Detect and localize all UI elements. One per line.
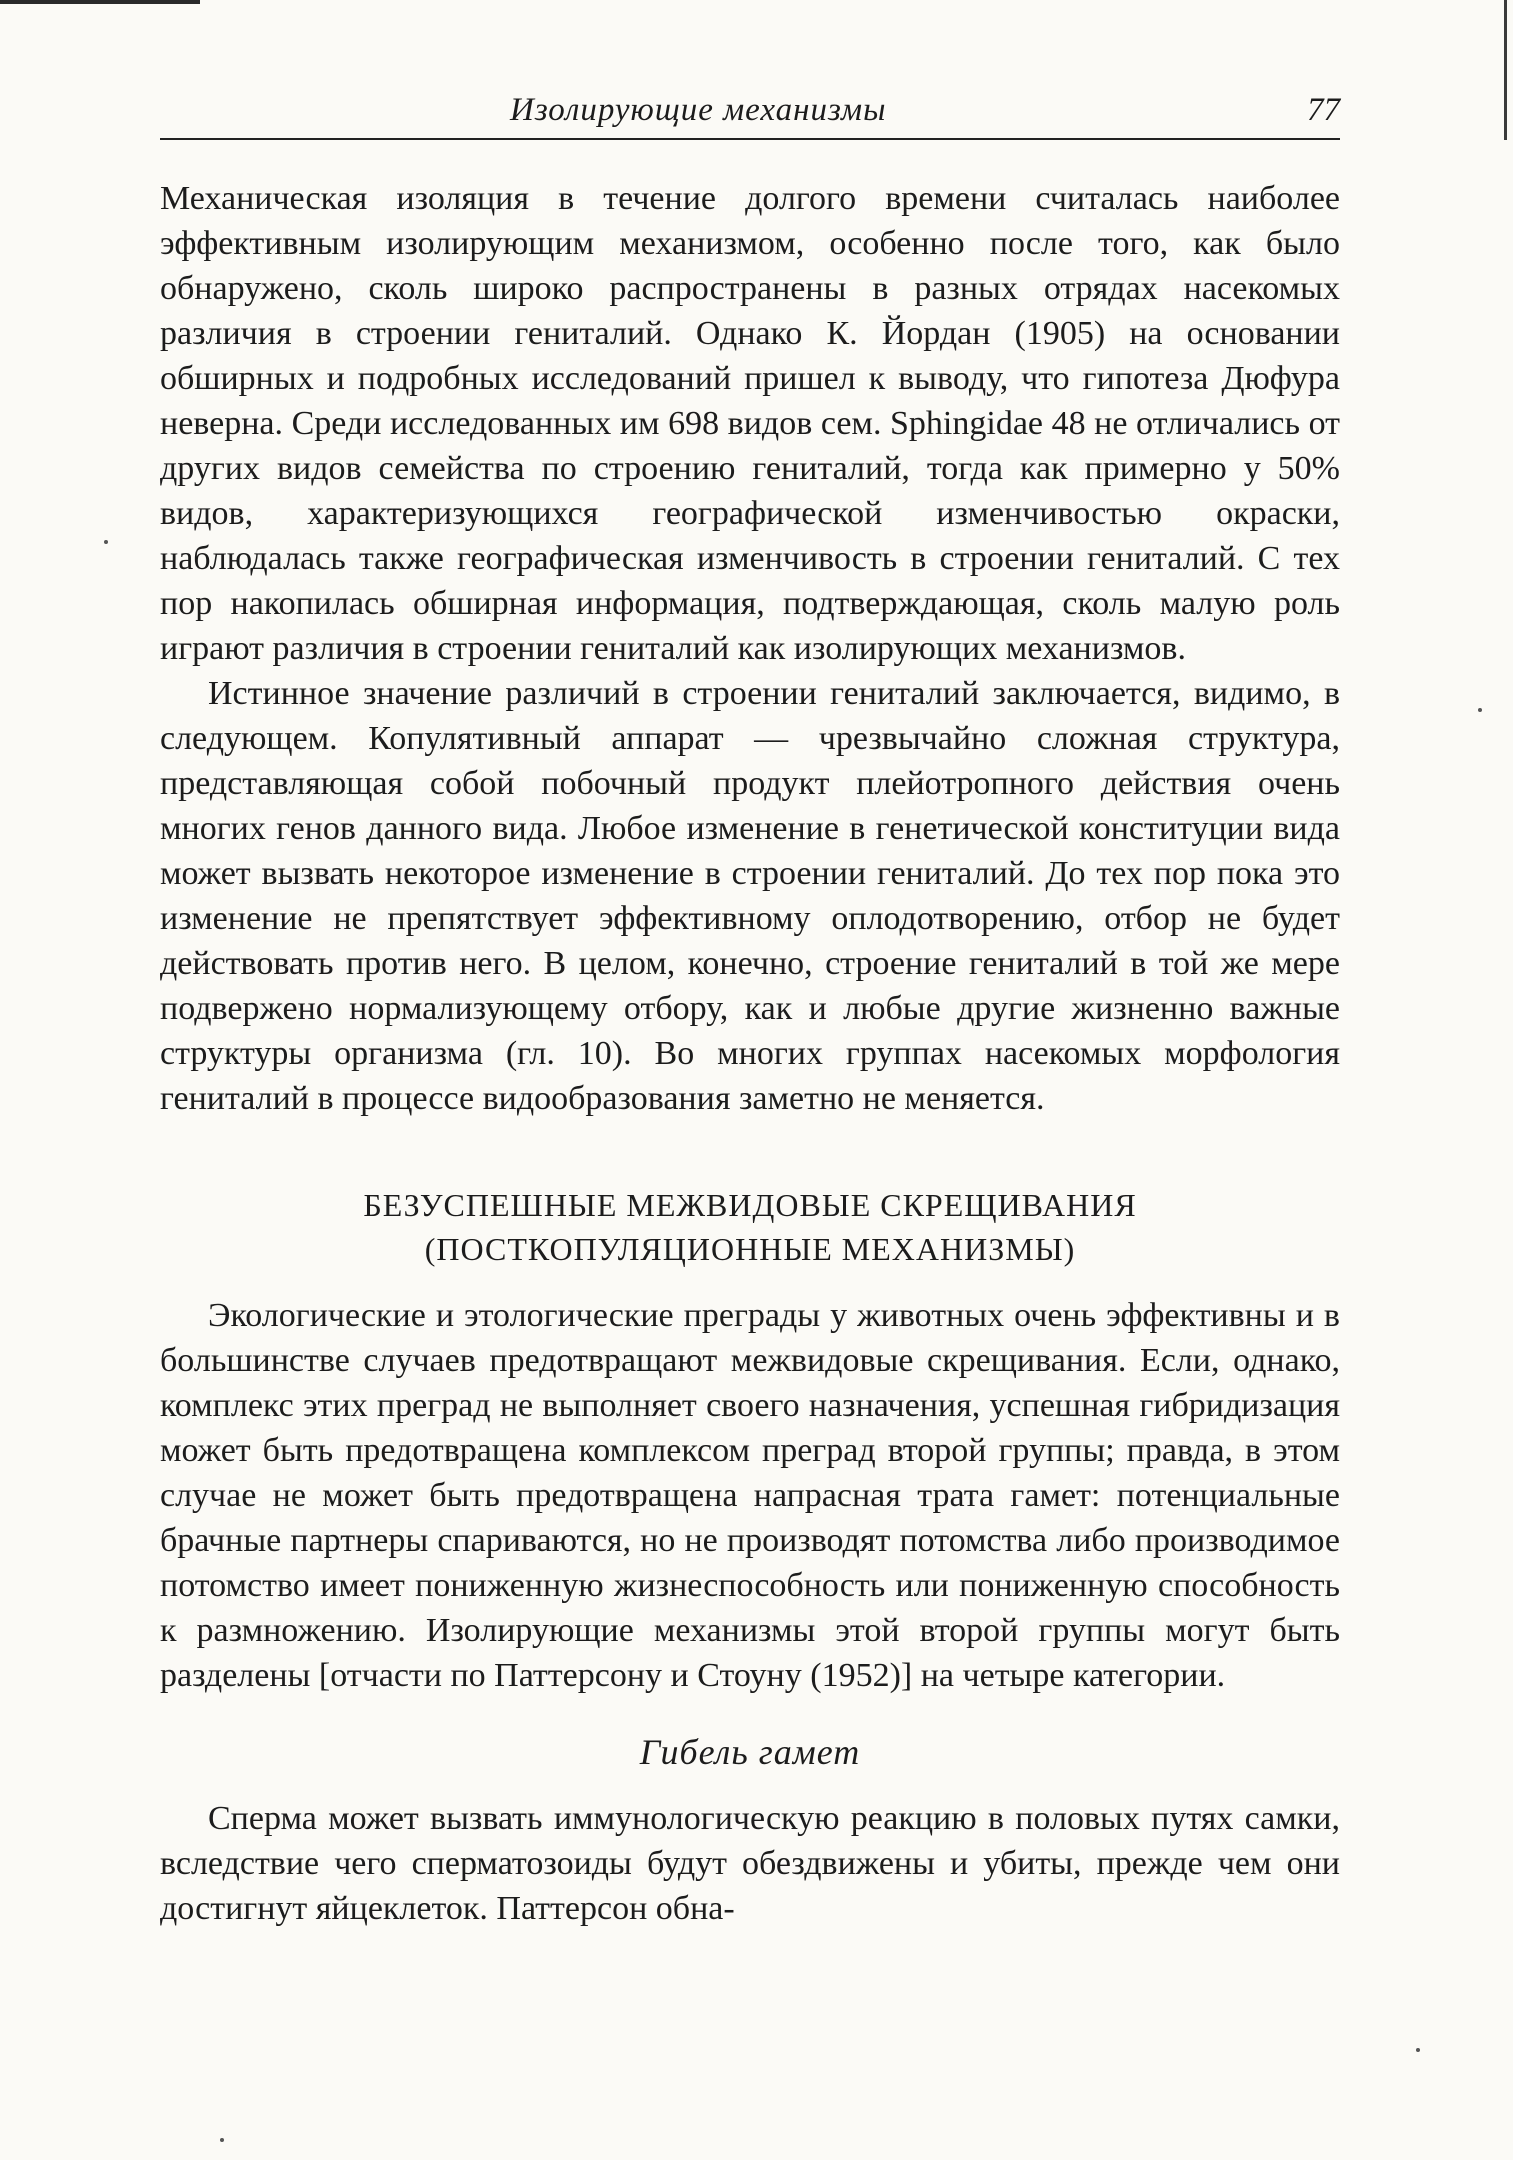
section-heading [160,1183,1340,1271]
scan-speck [104,540,108,544]
scan-speck [1478,708,1482,712]
running-title: Изолирующие механизмы [510,92,887,128]
scan-speck [220,2138,224,2142]
page-body [160,176,1340,1931]
body-paragraph-2: Истинное значение различий в строении гениталий заключается, видимо, в следующем. Копулятивный аппарат — чрезвычайно сложная структура, представляющая собой побочный продукт плейотропного действия очень многих генов данного вида. Любое изменение в генетической конституции вида может вызвать некоторое изменение в строении гениталий. До тех пор пока это изменение не препятствует эффективному оплодотворению, отбор не будет действовать против него. В целом, конечно, строение гениталий в той же мере подвержено нормализующему отбору, как и любые другие жизненно важные структуры организма (гл. 10). Во многих группах насекомых морфология гениталий в процессе видообразования заметно не меняется. [160,675,1340,1117]
running-head [160,92,1340,136]
section-heading-line-2: (ПОСТКОПУЛЯЦИОННЫЕ МЕХАНИЗМЫ) [424,1231,1076,1267]
section-paragraph-1: Экологические и этологические преграды у животных очень эффективны и в большинстве случаев предотвращают межвидовые скрещивания. Если, однако, комплекс этих преград не выполняет своего назначения, успешная гибридизация может быть предотвращена комплексом преград второй группы; правда, в этом случае не может быть предотвращена напрасная трата гамет: потенциальные брачные партнеры спариваются, но не производят потомства либо производимое потомство имеет пониженную жизнеспособность или пониженную способность к размножению. Изолирующие механизмы этой второй группы могут быть разделены [отчасти по Паттерсону и Стоуну (1952)] на четыре категории. [160,1297,1340,1694]
scan-edge-shadow [1504,0,1507,140]
page-number: 77 [1307,92,1340,128]
header-rule [160,138,1340,140]
scan-edge-mark [0,0,200,4]
body-paragraph-1: Механическая изоляция в течение долгого времени считалась наиболее эффективным изолирующим механизмом, особенно после того, как было обнаружено, сколь широко распространены в разных отрядах насекомых различия в строении гениталий. Однако К. Йордан (1905) на основании обширных и подробных исследований пришел к выводу, что гипотеза Дюфура неверна. Среди исследованных им 698 видов сем. Sphingidae 48 не отличались от других видов семейства по строению гениталий, тогда как примерно у 50% видов, характеризующихся географической изменчивостью окраски, наблюдалась также географическая изменчивость в строении гениталий. С тех пор накопилась обширная информация, подтверждающая, сколь малую роль играют различия в строении гениталий как изолирующих механизмов. [160,180,1340,667]
scan-speck [1416,2048,1420,2052]
subsection-heading: Гибель гамет [639,1732,861,1772]
section-heading-line-1: БЕЗУСПЕШНЫЕ МЕЖВИДОВЫЕ СКРЕЩИВАНИЯ [363,1187,1137,1223]
subsection-paragraph-1: Сперма может вызвать иммунологическую реакцию в половых путях самки, вследствие чего сперматозоиды будут обездвижены и убиты, прежде чем они достигнут яйцеклеток. Паттерсон обна- [160,1800,1340,1927]
